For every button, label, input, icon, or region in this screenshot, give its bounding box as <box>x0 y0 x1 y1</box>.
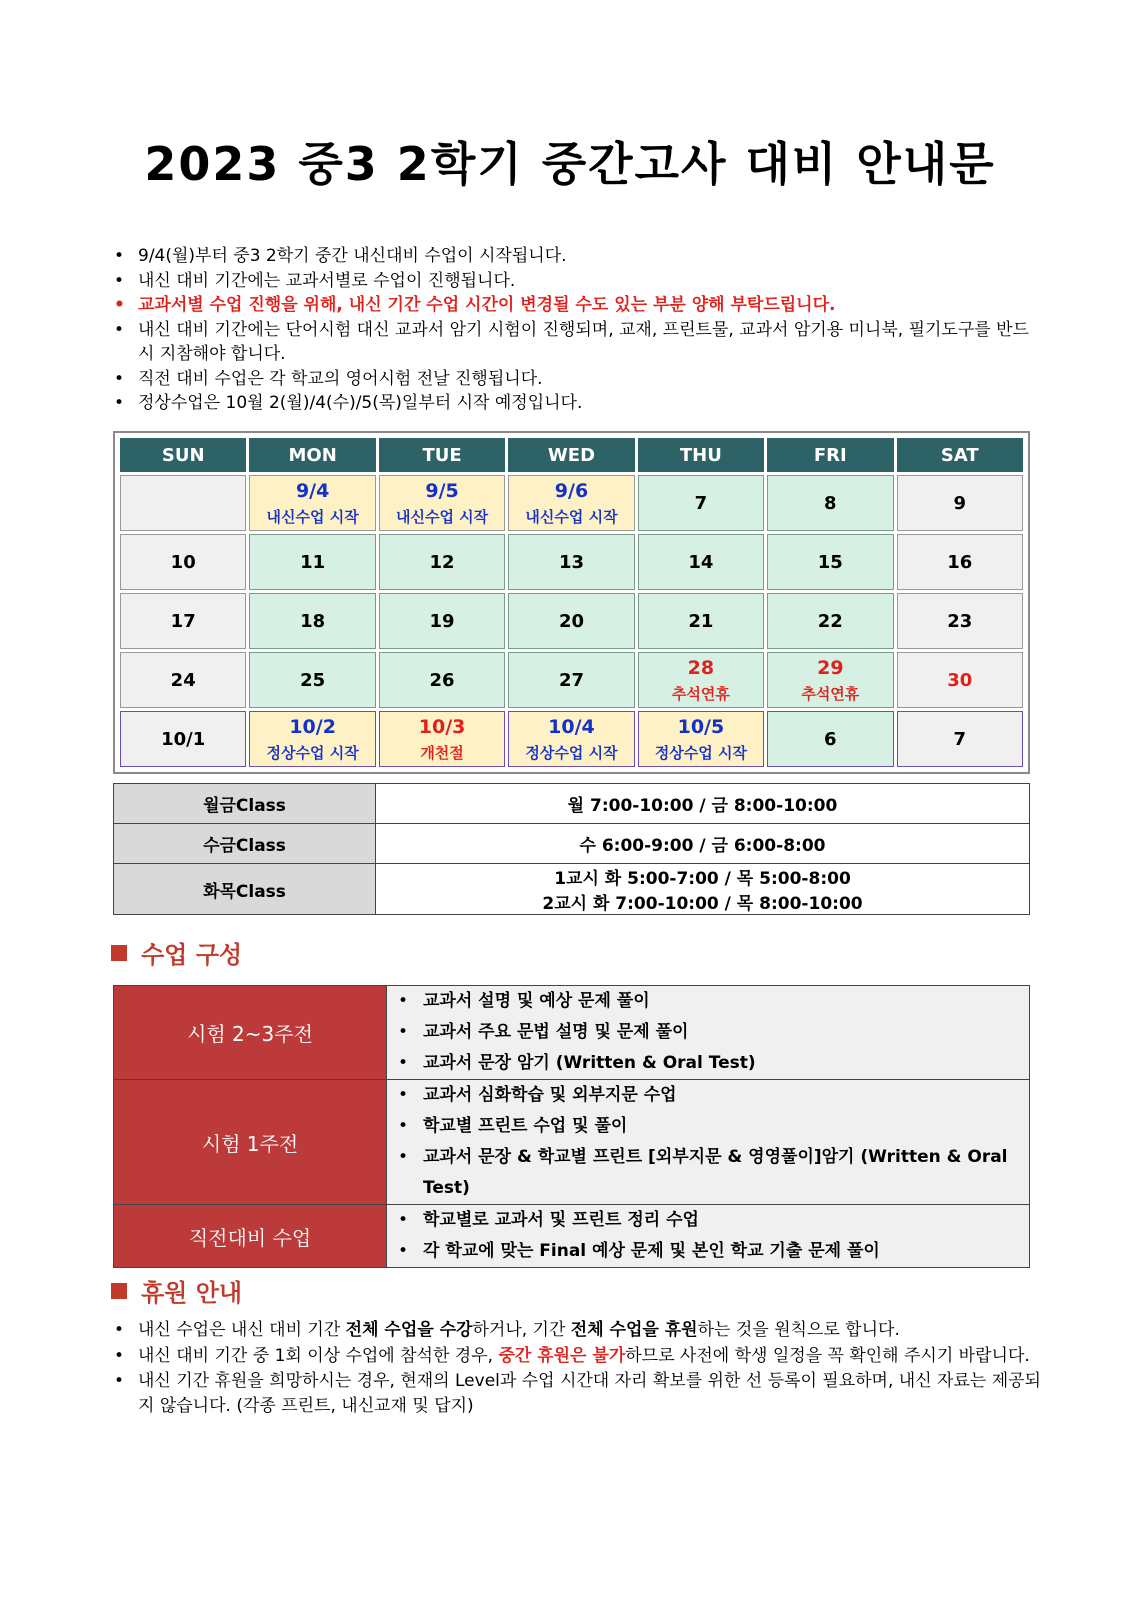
day-header: TUE <box>379 438 505 472</box>
leave-item: • 내신 기간 휴원을 희망하시는 경우, 현재의 Level과 수업 시간대 자리 확보를 위한 선 등록이 필요하며, 내신 자료는 제공되지 않습니다. (각종 프린트, 내신교재 및 답지) <box>112 1369 1042 1418</box>
calendar-cell: 10/1 <box>120 711 246 767</box>
square-bullet-icon <box>111 945 127 961</box>
calendar-cell-holiday: 28 추석연휴 <box>638 652 764 708</box>
class-time <box>376 864 1030 915</box>
composition-item: • 학교별로 교과서 및 프린트 정리 수업 <box>395 1205 1021 1236</box>
notice-item: • 내신 대비 기간에는 교과서별로 수업이 진행됩니다. <box>112 269 1042 294</box>
calendar-cell: 10/2 정상수업 시작 <box>249 711 375 767</box>
calendar-cell: 9/4 내신수업 시작 <box>249 475 375 531</box>
page-title: 2023 중3 2학기 중간고사 대비 안내문 <box>144 137 996 191</box>
composition-row <box>114 1080 1030 1205</box>
class-row <box>114 864 1030 915</box>
calendar-cell: 27 <box>508 652 634 708</box>
calendar-cell: 16 <box>897 534 1023 590</box>
class-name: 화목Class <box>114 864 376 915</box>
composition-label: 시험 2~3주전 <box>114 986 387 1080</box>
calendar-week <box>120 475 1023 531</box>
calendar-cell: 7 <box>638 475 764 531</box>
class-name: 수금Class <box>114 824 376 864</box>
calendar-cell: 9/5 내신수업 시작 <box>379 475 505 531</box>
leave-item: • 내신 수업은 내신 대비 기간 전체 수업을 수강하거나, 기간 전체 수업을 휴원하는 것을 원칙으로 합니다. <box>112 1318 1042 1343</box>
day-header: THU <box>638 438 764 472</box>
composition-item: • 교과서 설명 및 예상 문제 풀이 <box>395 986 1021 1017</box>
calendar-cell: 10/4 정상수업 시작 <box>508 711 634 767</box>
class-time-line: 2교시 화 7:00-10:00 / 목 8:00-10:00 <box>542 894 863 914</box>
calendar-cell: 20 <box>508 593 634 649</box>
leave-item: • 내신 대비 기간 중 1회 이상 수업에 참석한 경우, 중간 휴원은 불가하므로 사전에 학생 일정을 꼭 확인해 주시기 바랍니다. <box>112 1344 1042 1369</box>
notice-item: • 직전 대비 수업은 각 학교의 영어시험 전날 진행됩니다. <box>112 367 1042 392</box>
notice-list <box>112 244 1042 416</box>
calendar-header <box>120 438 1023 472</box>
composition-item: • 교과서 문장 암기 (Written & Oral Test) <box>395 1048 1021 1079</box>
calendar <box>113 431 1030 774</box>
calendar-cell: 7 <box>897 711 1023 767</box>
day-header: MON <box>249 438 375 472</box>
calendar-cell: 15 <box>767 534 893 590</box>
class-time: 수 6:00-9:00 / 금 6:00-8:00 <box>376 824 1030 864</box>
calendar-cell: 23 <box>897 593 1023 649</box>
calendar-cell: 6 <box>767 711 893 767</box>
square-bullet-icon <box>111 1283 127 1299</box>
calendar-cell: 17 <box>120 593 246 649</box>
calendar-cell: 22 <box>767 593 893 649</box>
class-time: 월 7:00-10:00 / 금 8:00-10:00 <box>376 784 1030 824</box>
class-time-line: 1교시 화 5:00-7:00 / 목 5:00-8:00 <box>554 869 851 889</box>
composition-label: 직전대비 수업 <box>114 1205 387 1268</box>
calendar-cell: 24 <box>120 652 246 708</box>
composition-item: • 교과서 문장 & 학교별 프린트 [외부지문 & 영영풀이]암기 (Written & Oral Test) <box>395 1142 1021 1204</box>
calendar-cell: 12 <box>379 534 505 590</box>
class-row <box>114 824 1030 864</box>
calendar-cell-holiday: 30 <box>897 652 1023 708</box>
calendar-cell-holiday: 10/3 개천절 <box>379 711 505 767</box>
composition-label: 시험 1주전 <box>114 1080 387 1205</box>
calendar-week <box>120 593 1023 649</box>
composition-item: • 학교별 프린트 수업 및 풀이 <box>395 1111 1021 1142</box>
calendar-cell-empty <box>120 475 246 531</box>
composition-table <box>113 985 1030 1268</box>
day-header: SAT <box>897 438 1023 472</box>
composition-row <box>114 986 1030 1080</box>
section-heading-leave: 휴원 안내 <box>111 1273 242 1308</box>
calendar-cell: 9 <box>897 475 1023 531</box>
calendar-cell: 25 <box>249 652 375 708</box>
calendar-cell: 18 <box>249 593 375 649</box>
notice-item-highlight: • 교과서별 수업 진행을 위해, 내신 기간 수업 시간이 변경될 수도 있는 부분 양해 부탁드립니다. <box>112 293 1042 318</box>
calendar-week <box>120 652 1023 708</box>
day-header: SUN <box>120 438 246 472</box>
composition-item: • 교과서 주요 문법 설명 및 문제 풀이 <box>395 1017 1021 1048</box>
leave-notice-list <box>112 1318 1042 1419</box>
notice-item: • 9/4(월)부터 중3 2학기 중간 내신대비 수업이 시작됩니다. <box>112 244 1042 269</box>
calendar-week <box>120 711 1023 767</box>
composition-row <box>114 1205 1030 1268</box>
calendar-cell: 13 <box>508 534 634 590</box>
class-row <box>114 784 1030 824</box>
class-schedule-table <box>113 783 1030 915</box>
calendar-cell: 26 <box>379 652 505 708</box>
calendar-cell: 14 <box>638 534 764 590</box>
calendar-cell: 19 <box>379 593 505 649</box>
section-heading-composition: 수업 구성 <box>111 935 242 970</box>
composition-item: • 각 학교에 맞는 Final 예상 문제 및 본인 학교 기출 문제 풀이 <box>395 1236 1021 1267</box>
calendar-week <box>120 534 1023 590</box>
class-name: 월금Class <box>114 784 376 824</box>
composition-item: • 교과서 심화학습 및 외부지문 수업 <box>395 1080 1021 1111</box>
notice-item: • 정상수업은 10월 2(월)/4(수)/5(목)일부터 시작 예정입니다. <box>112 391 1042 416</box>
notice-item: • 내신 대비 기간에는 단어시험 대신 교과서 암기 시험이 진행되며, 교재, 프린트물, 교과서 암기용 미니북, 필기도구를 반드시 지참해야 합니다. <box>112 318 1042 367</box>
calendar-cell: 9/6 내신수업 시작 <box>508 475 634 531</box>
calendar-cell-holiday: 29 추석연휴 <box>767 652 893 708</box>
calendar-cell: 11 <box>249 534 375 590</box>
calendar-cell: 8 <box>767 475 893 531</box>
day-header: WED <box>508 438 634 472</box>
day-header: FRI <box>767 438 893 472</box>
calendar-cell: 21 <box>638 593 764 649</box>
calendar-cell: 10/5 정상수업 시작 <box>638 711 764 767</box>
calendar-cell: 10 <box>120 534 246 590</box>
